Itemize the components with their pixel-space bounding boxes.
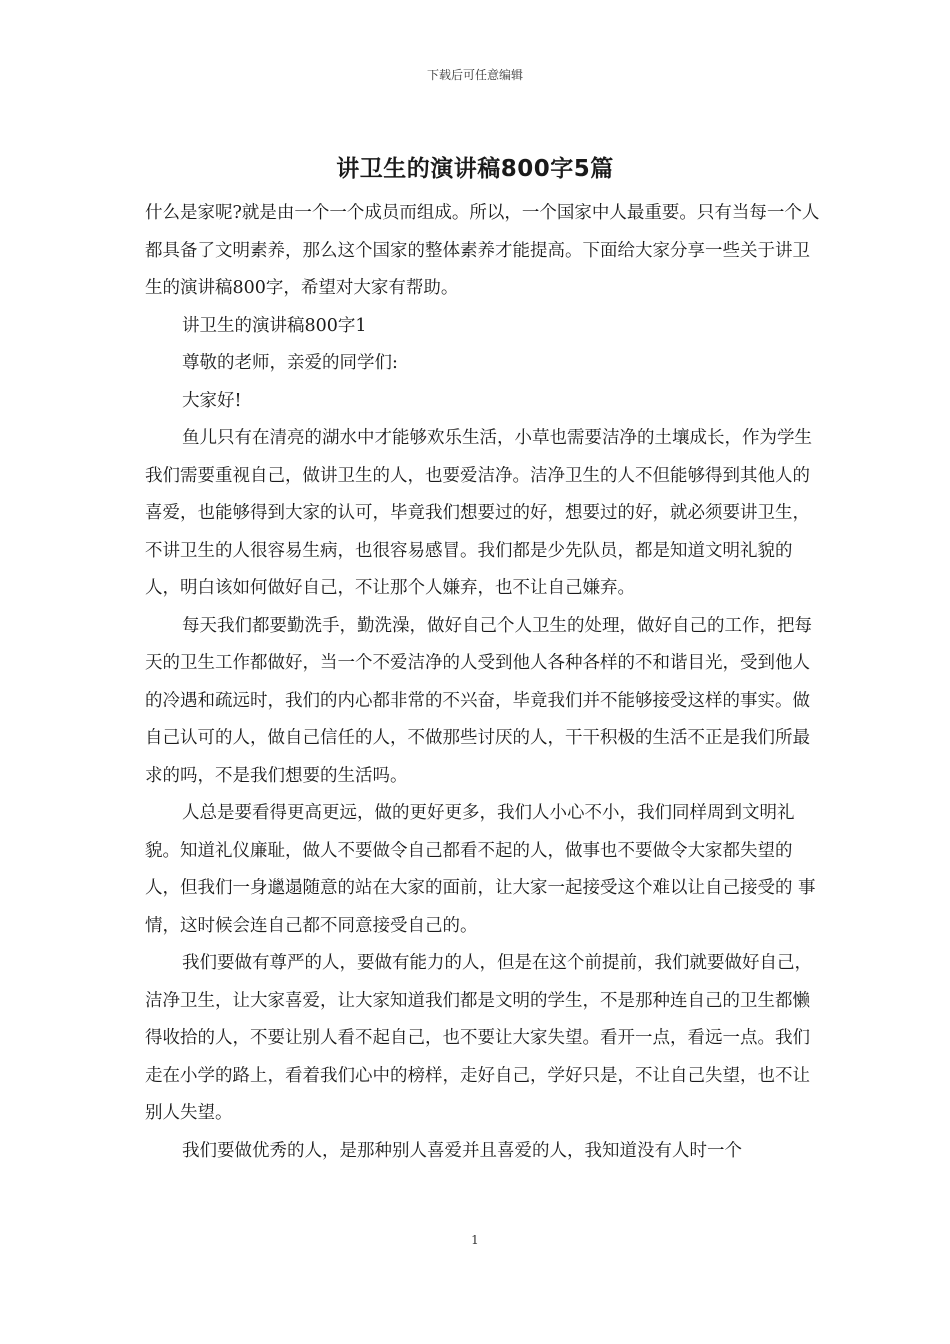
paragraph-7: 我们要做有尊严的人，要做有能力的人，但是在这个前提前，我们就要做好自己，洁净卫生，让大家喜爱，让大家知道我们都是文明的学生，不是那种连自己的卫生都懒得收拾的人，不要让别人看不起自己，也不要让大家失望。看开一点，看远一点。我们走在小学的路上，看着我们心中的榜样，走好自己，学好只是，不让自己失望，也不让别人失望。 — [145, 953, 812, 1123]
paragraph-3: 大家好! — [182, 390, 242, 411]
paragraph-6: 人总是要看得更高更远，做的更好更多，我们人小心不小，我们同样周到文明礼貌。知道礼仪廉耻，做人不要做令自己都看不起的人，做事也不要做令大家都失望的人，但我们一身邋遢随意的站在大家的面前，让大家一起接受这个难以让自己接受的 事情，这时候会连自己都不同意接受自己的。 — [145, 803, 816, 936]
paragraph-8: 我们要做优秀的人，是那种别人喜爱并且喜爱的人，我知道没有人时一个 — [182, 1140, 742, 1161]
page-header: 下载后可任意编辑 — [426, 68, 523, 82]
paragraph-0: 什么是家呢?就是由一个一个成员而组成。所以，一个国家中人最重要。只有当每一个人都具备了文明素养，那么这个国家的整体素养才能提高。下面给大家分享一些关于讲卫生的演讲稿800字，希望对大家有帮助。 — [145, 203, 820, 298]
paragraph-4: 鱼儿只有在清亮的湖水中才能够欢乐生活，小草也需要洁净的土壤成长，作为学生我们需要重视自己，做讲卫生的人，也要爱洁净。洁净卫生的人不但能够得到其他人的喜爱，也能够得到大家的认可，毕竟我们想要过的好，想要过的好，就必须要讲卫生，不讲卫生的人很容易生病，也很容易感冒。我们都是少先队员，都是知道文明礼貌的人，明白该如何做好自己，不让那个人嫌弃，也不让自己嫌弃。 — [145, 428, 812, 598]
paragraph-1: 讲卫生的演讲稿800字1 — [182, 315, 367, 336]
paragraph-2: 尊敬的老师，亲爱的同学们: — [182, 353, 398, 373]
document-body — [145, 195, 825, 1170]
page-number: 1 — [471, 1233, 479, 1247]
document-title: 讲卫生的演讲稿800字5篇 — [336, 156, 614, 182]
paragraph-5: 每天我们都要勤洗手，勤洗澡，做好自己个人卫生的处理，做好自己的工作，把每天的卫生工作都做好，当一个不爱洁净的人受到他人各种各样的不和谐目光，受到他人的冷遇和疏远时，我们的内心都非常的不兴奋，毕竟我们并不能够接受这样的事实。做自己认可的人，做自己信任的人，不做那些讨厌的人，干干积极的生活不正是我们所最求的吗，不是我们想要的生活吗。 — [145, 615, 812, 786]
